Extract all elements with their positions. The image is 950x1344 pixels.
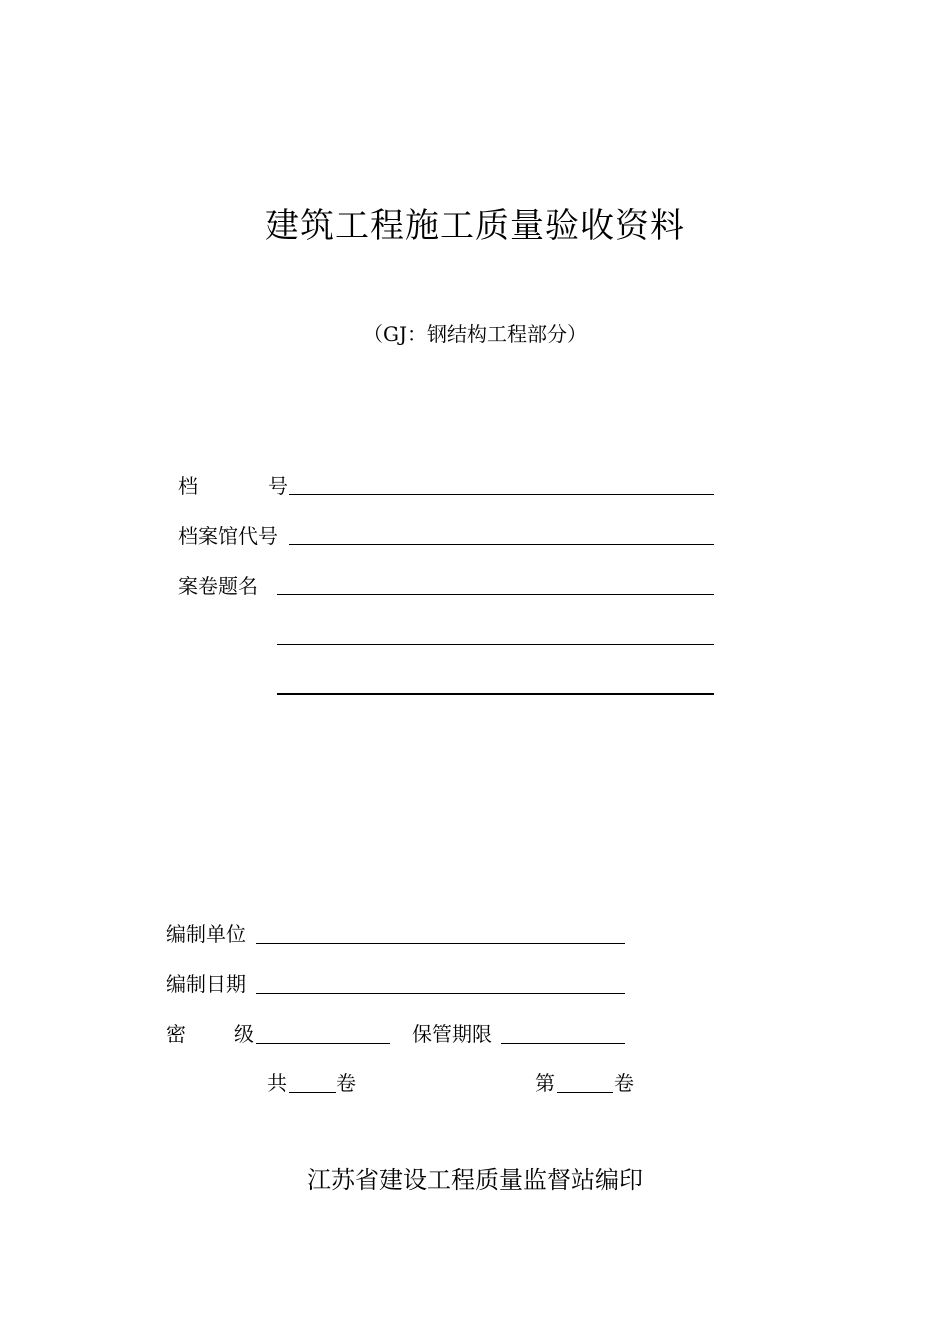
- volume-number-suffix: 卷: [614, 1071, 634, 1095]
- total-volumes-prefix: 共: [267, 1071, 287, 1095]
- retention-blank[interactable]: [501, 1043, 625, 1044]
- secret-level-label-char1: 密: [166, 1022, 186, 1046]
- file-no-label-char1: 档: [178, 474, 198, 498]
- archive-code-blank[interactable]: [289, 544, 714, 545]
- volume-title-label: 案卷题名: [178, 574, 258, 598]
- volume-number-prefix: 第: [535, 1071, 555, 1095]
- volume-title-blank-3[interactable]: [277, 693, 714, 695]
- document-title: 建筑工程施工质量验收资料: [265, 206, 685, 246]
- compile-date-blank[interactable]: [256, 993, 625, 994]
- volume-title-blank-2[interactable]: [277, 644, 714, 645]
- total-volumes-blank[interactable]: [289, 1092, 336, 1093]
- retention-label: 保管期限: [412, 1022, 492, 1046]
- total-volumes-suffix: 卷: [336, 1071, 356, 1095]
- publisher-footer: 江苏省建设工程质量监督站编印: [307, 1166, 643, 1194]
- volume-title-blank-1[interactable]: [277, 594, 714, 595]
- archive-code-label: 档案馆代号: [178, 524, 278, 548]
- volume-number-blank[interactable]: [557, 1092, 613, 1093]
- document-subtitle: （GJ：钢结构工程部分）: [363, 322, 587, 346]
- compile-unit-blank[interactable]: [256, 943, 625, 944]
- secret-level-label-char2: 级: [234, 1022, 254, 1046]
- file-no-label-char2: 号: [268, 474, 288, 498]
- compile-date-label: 编制日期: [166, 972, 246, 996]
- compile-unit-label: 编制单位: [166, 922, 246, 946]
- file-no-blank[interactable]: [289, 494, 714, 495]
- secret-level-blank[interactable]: [256, 1043, 390, 1044]
